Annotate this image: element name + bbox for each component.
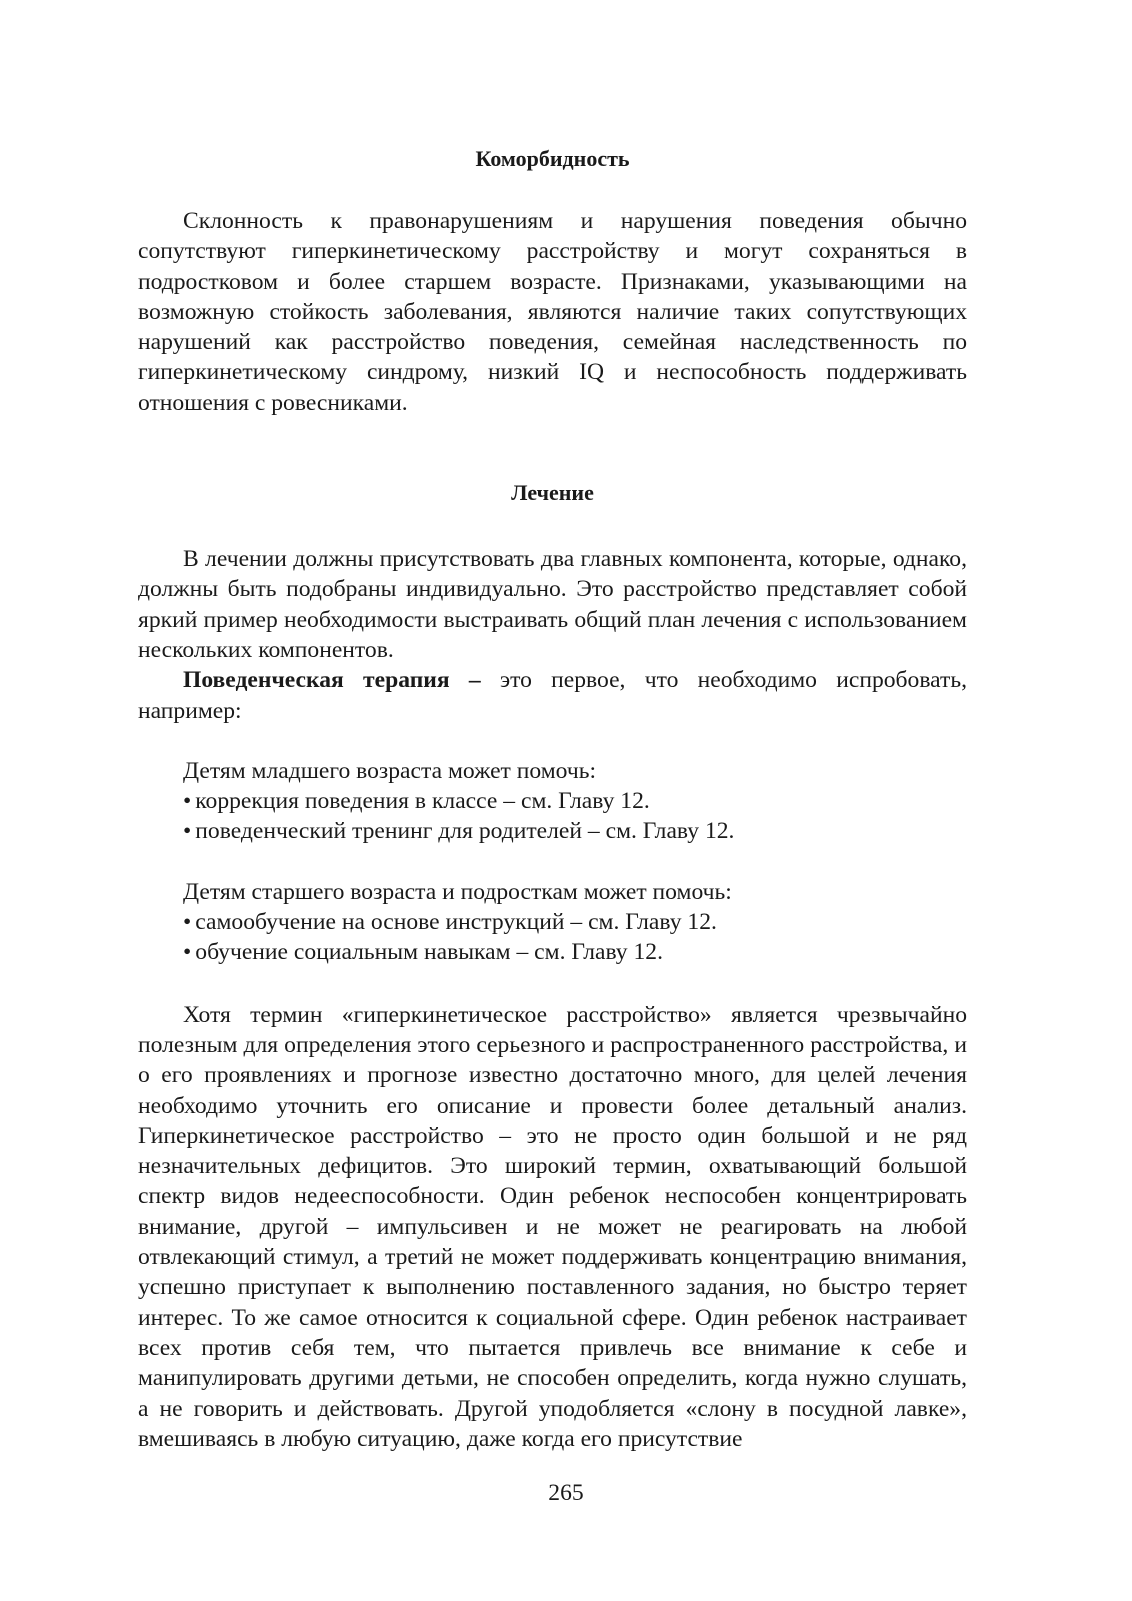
older-list-lead: Детям старшего возраста и подросткам может помочь:	[183, 878, 732, 905]
paragraph-treatment-intro: В лечении должны присутствовать два главных компонента, которые, однако, должны быть подобраны индивидуально. Это расстройство представляет собой яркий пример необходимости выстраивать общий план лечения с использованием нескольких компонентов.	[138, 546, 967, 663]
younger-list	[138, 786, 967, 847]
section-heading-treatment: Лечение	[511, 480, 594, 506]
younger-list-lead: Детям младшего возраста может помочь:	[183, 757, 597, 784]
page-content	[138, 140, 967, 1540]
bullet-icon: •	[183, 939, 192, 966]
behavioral-therapy-text: это первое, что необходимо испробовать, например:	[138, 667, 967, 724]
bullet-icon: •	[183, 788, 192, 815]
list-item: • самообучение на основе инструкций – см. Главу 12.	[183, 909, 717, 936]
paragraph-comorbidity: Склонность к правонарушениям и нарушения поведения обычно сопутствуют гиперкинетическому расстройству и могут сохраняться в подростковом и более старшем возрасте. Признаками, указывающими на возможную стойкость заболевания, являются наличие таких сопутствующих нарушений как расстройство поведения, семейная наследственность по гиперкинетическому синдрому, низкий IQ и неспособность поддерживать отношения с ровесниками.	[138, 208, 967, 416]
bullet-icon: •	[183, 909, 192, 936]
paragraph-behavioral-therapy	[138, 665, 967, 726]
older-list	[138, 907, 967, 968]
section-heading-comorbidity: Коморбидность	[475, 146, 630, 171]
list-item: • поведенческий тренинг для родителей – см. Главу 12.	[183, 818, 735, 845]
bullet-icon: •	[183, 818, 192, 845]
list-item: • коррекция поведения в классе – см. Главу 12.	[183, 788, 650, 815]
behavioral-therapy-term: Поведенческая терапия –	[183, 667, 481, 694]
paragraph-treatment-analysis: Хотя термин «гиперкинетическое расстройство» является чрезвычайно полезным для определения этого серьезного и распространенного расстройства, и о его проявлениях и прогнозе известно достаточно много, для целей лечения необходимо уточнить его описание и провести более детальный анализ. Гиперкинетическое расстройство – это не просто один большой и не ряд незначительных дефицитов. Это широкий термин, охватывающий большой спектр видов недееспособности. Один ребенок неспособен концентрировать внимание, другой – импульсивен и не может не реагировать на любой отвлекающий стимул, а третий не может поддерживать концентрацию внимания, успешно приступает к выполнению поставленного задания, но быстро теряет интерес. То же самое относится к социальной сфере. Один ребенок настраивает всех против себя тем, что пытается привлечь все внимание к себе и манипулировать другими детьми, не способен определить, когда нужно слушать, а не говорить и действовать. Другой уподобляется «слону в посудной лавке», вмешиваясь в любую ситуацию, даже когда его присутствие	[138, 1001, 967, 1452]
list-item: • обучение социальным навыкам – см. Главу 12.	[183, 939, 663, 966]
page-number: 265	[548, 1480, 584, 1506]
